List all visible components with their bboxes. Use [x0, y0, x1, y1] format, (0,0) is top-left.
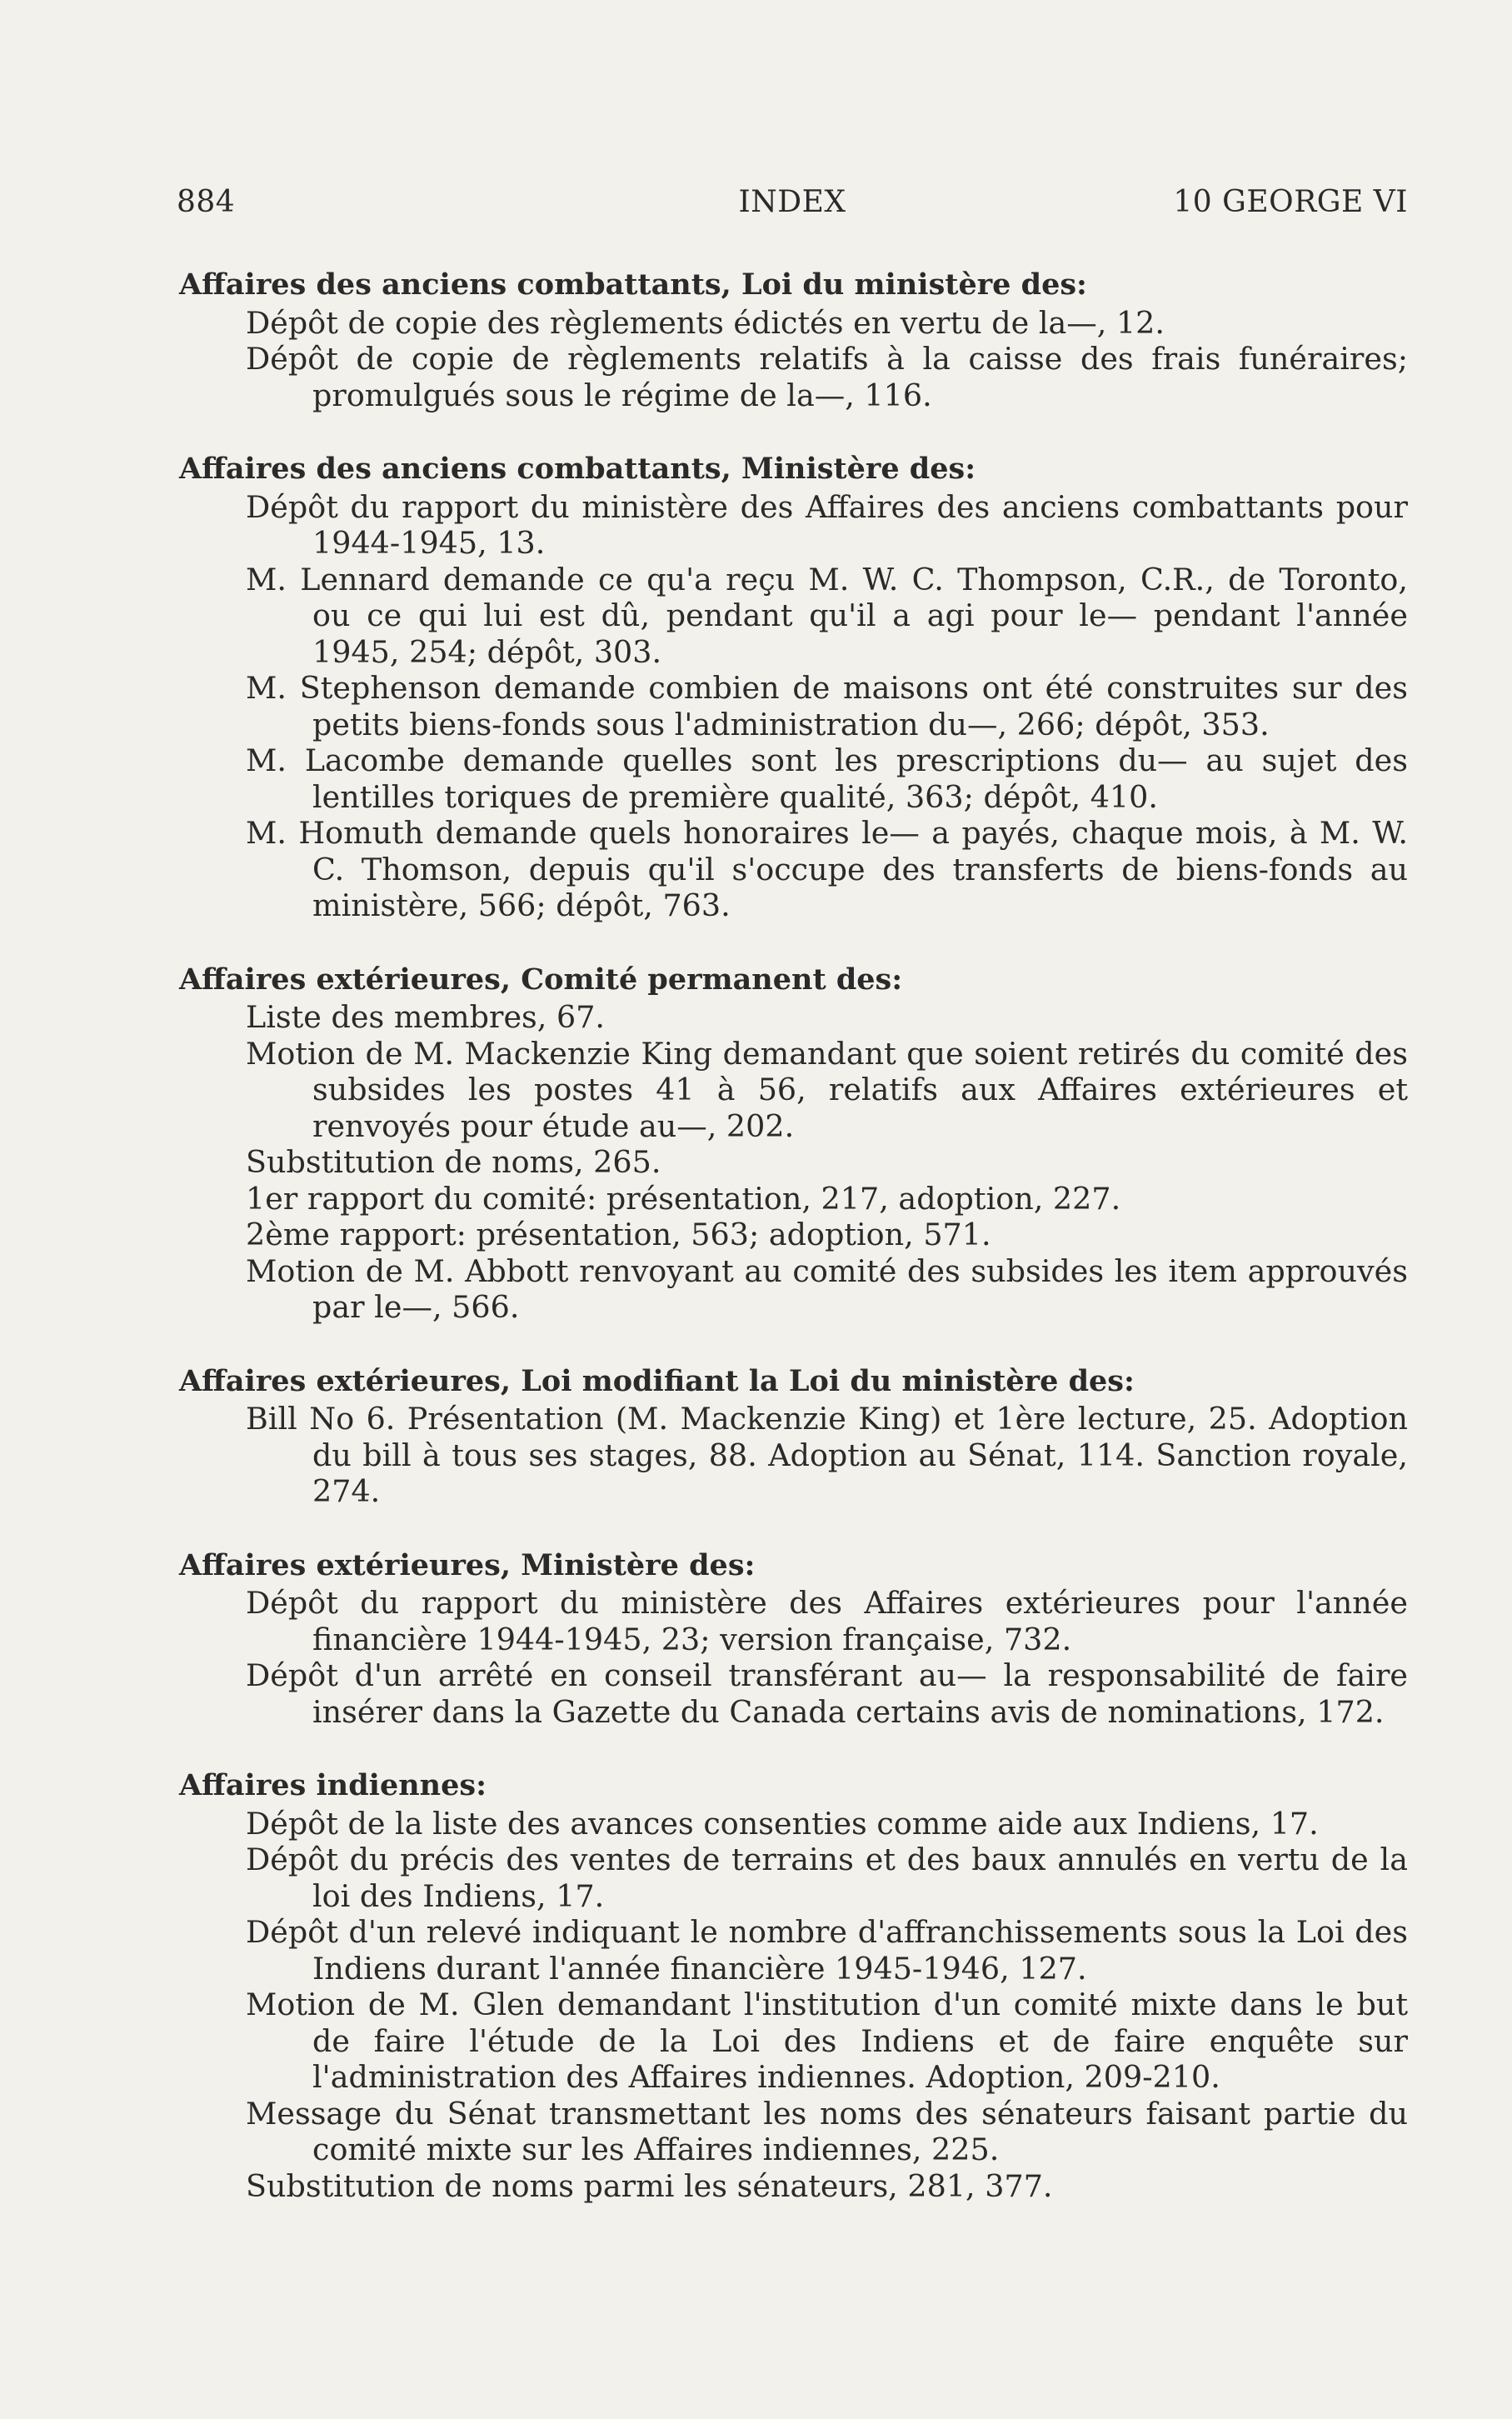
index-entry: Dépôt du précis des ventes de terrains et des baux annulés en vertu de la loi des Indiens, 17. [246, 1842, 1408, 1914]
page-header [177, 185, 1408, 227]
index-section [179, 962, 1408, 1326]
section-title: Affaires extérieures, Ministère des: [179, 1547, 756, 1582]
section-title: Affaires extérieures, Comité permanent des: [179, 962, 903, 997]
volume-label: 10 GEORGE VI [1173, 185, 1408, 219]
index-entry: Motion de M. Glen demandant l'institution d'un comité mixte dans le but de faire l'étude de la Loi des Indiens et de faire enquête sur l'administration des Affaires indiennes. Adoption, 209-210. [246, 1987, 1408, 2095]
index-entry: Dépôt du rapport du ministère des Affaires des anciens combattants pour 1944-1945, 13. [246, 488, 1408, 561]
index-entry: Substitution de noms, 265. [246, 1144, 661, 1180]
section-title: Affaires indiennes: [179, 1768, 487, 1802]
page-number: 884 [177, 185, 236, 219]
section-title: Affaires des anciens combattants, Ministère des: [179, 452, 976, 486]
index-entry: Dépôt du rapport du ministère des Affaires extérieures pour l'année financière 1944-1945, 23; version française, 732. [246, 1585, 1408, 1657]
index-section [179, 267, 1408, 413]
index-section [179, 451, 1408, 924]
index-entry: M. Homuth demande quels honoraires le— a payés, chaque mois, à M. W. C. Thomson, depuis qu'il s'occupe des transferts de biens-fonds au ministère, 566; dépôt, 763. [246, 815, 1408, 923]
index-entry: Dépôt de la liste des avances consenties comme aide aux Indiens, 17. [246, 1805, 1319, 1842]
page-title: INDEX [738, 185, 846, 219]
index-section [179, 1363, 1408, 1510]
section-title: Affaires des anciens combattants, Loi du ministère des: [179, 267, 1087, 302]
index-entry: 2ème rapport: présentation, 563; adoption, 571. [246, 1217, 991, 1252]
index-entry: M. Lennard demande ce qu'a reçu M. W. C. Thompson, C.R., de Toronto, ou ce qui lui est dû, pendant qu'il a agi pour le— pendant l'année 1945, 254; dépôt, 303. [246, 561, 1408, 670]
index-entry: Motion de M. Abbott renvoyant au comité des subsides les item approuvés par le—, 566. [246, 1252, 1408, 1325]
index-content [179, 267, 1408, 2242]
index-entry: Dépôt de copie des règlements édictés en vertu de la—, 12. [246, 304, 1165, 341]
index-entry: Message du Sénat transmettant les noms des sénateurs faisant partie du comité mixte sur les Affaires indiennes, 225. [246, 2095, 1408, 2167]
section-title: Affaires extérieures, Loi modifiant la Loi du ministère des: [179, 1363, 1135, 1398]
index-entry: Dépôt de copie de règlements relatifs à la caisse des frais funéraires; promulgués sous le régime de la—, 116. [246, 341, 1408, 413]
index-entry: Dépôt d'un relevé indiquant le nombre d'affranchissements sous la Loi des Indiens durant l'année financière 1945-1946, 127. [246, 1914, 1408, 1987]
index-entry: Dépôt d'un arrêté en conseil transférant au— la responsabilité de faire insérer dans la Gazette du Canada certains avis de nominations, 172. [246, 1657, 1408, 1730]
index-entry: M. Stephenson demande combien de maisons ont été construites sur des petits biens-fonds sous l'administration du—, 266; dépôt, 353. [246, 670, 1408, 742]
index-entry: M. Lacombe demande quelles sont les prescriptions du— au sujet des lentilles toriques de première qualité, 363; dépôt, 410. [246, 742, 1408, 815]
index-section [179, 1767, 1408, 2204]
index-entry: Liste des membres, 67. [246, 999, 606, 1035]
index-entry: 1er rapport du comité: présentation, 217, adoption, 227. [246, 1180, 1121, 1217]
index-section [179, 1547, 1408, 1731]
index-entry: Substitution de noms parmi les sénateurs, 281, 377. [246, 2167, 1053, 2204]
index-entry: Motion de M. Mackenzie King demandant que soient retirés du comité des subsides les postes 41 à 56, relatifs aux Affaires extérieures et renvoyés pour étude au—, 202. [246, 1035, 1408, 1144]
index-entry: Bill No 6. Présentation (M. Mackenzie King) et 1ère lecture, 25. Adoption du bill à tous ses stages, 88. Adoption au Sénat, 114. Sanction royale, 274. [246, 1401, 1408, 1509]
